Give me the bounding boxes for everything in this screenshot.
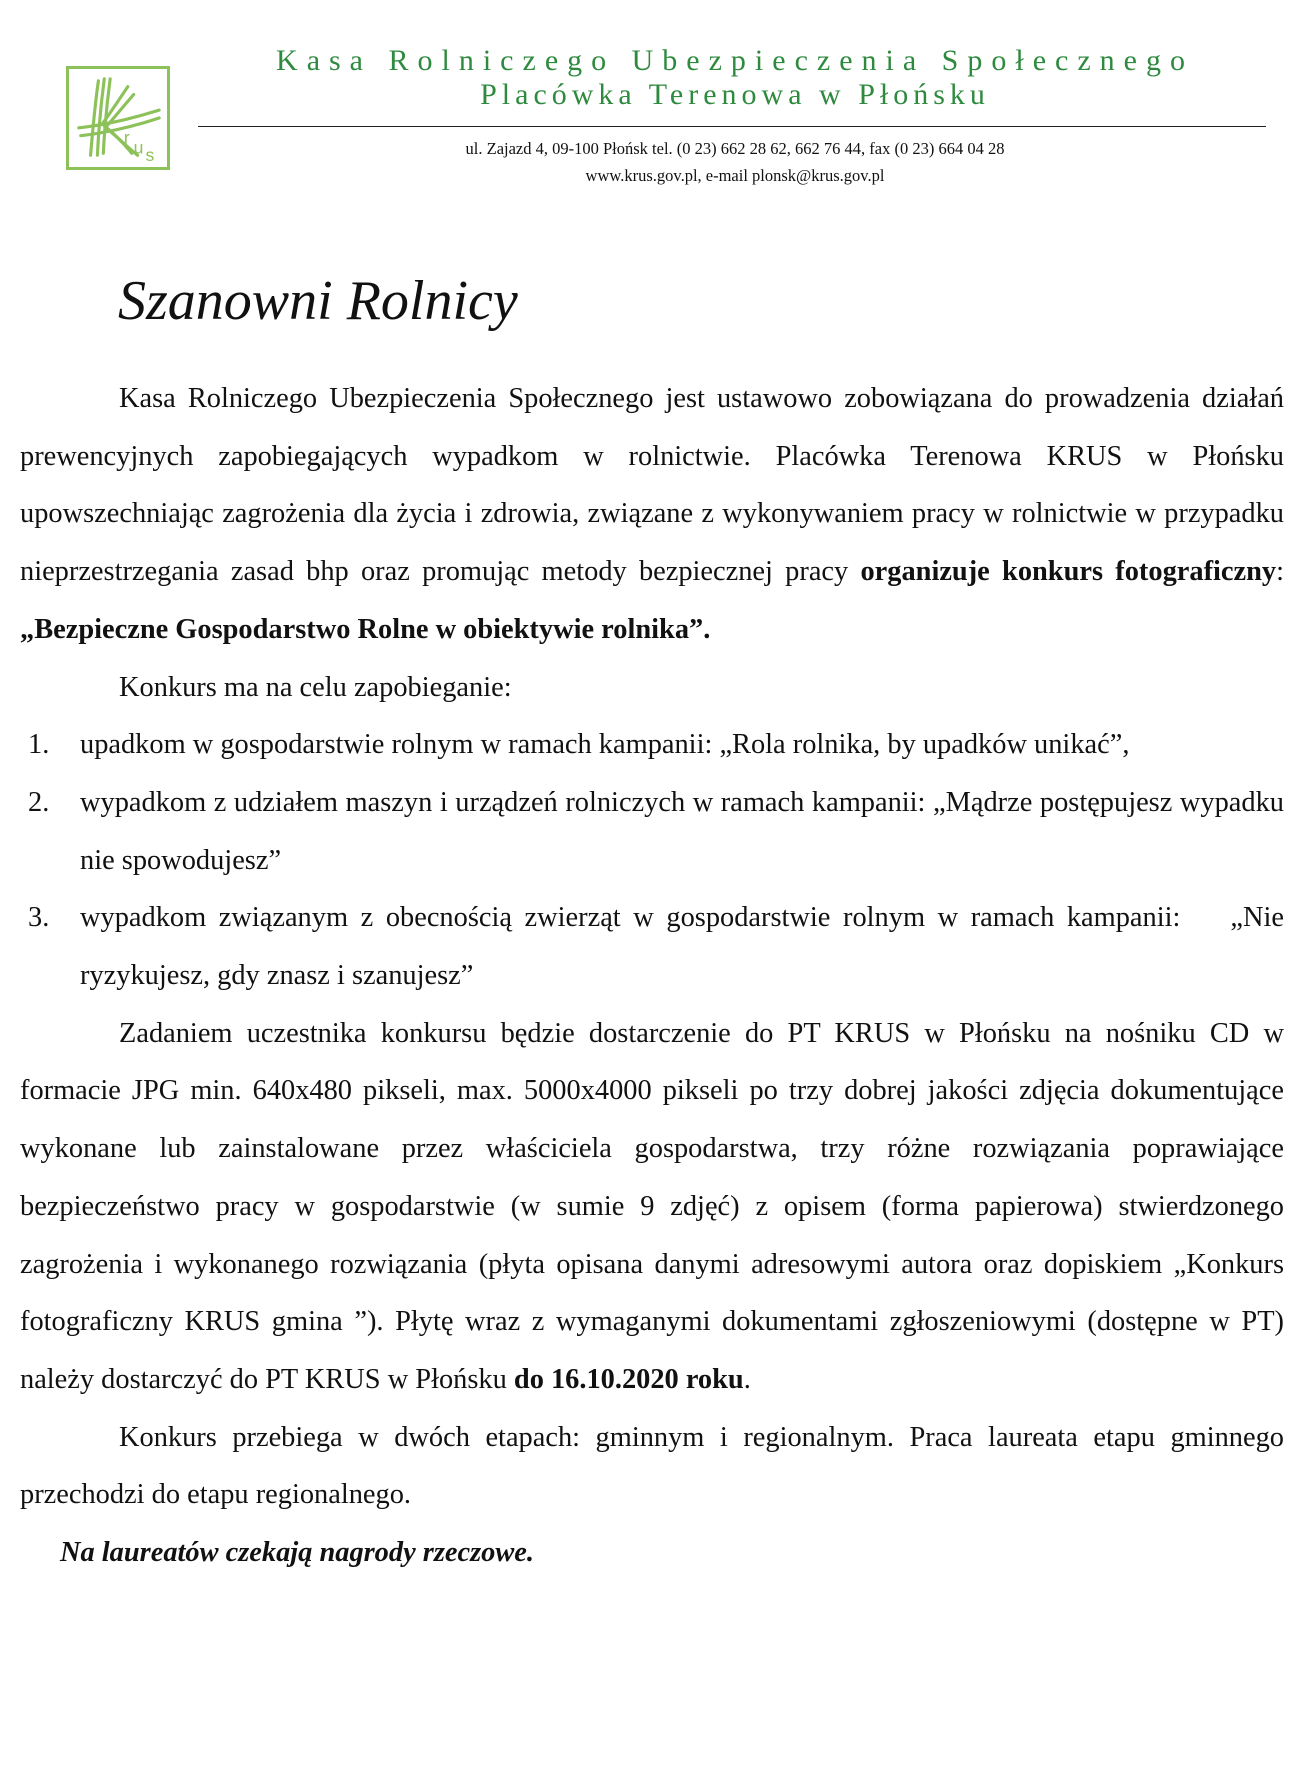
paragraph-goal: Konkurs ma na celu zapobieganie: <box>119 671 512 703</box>
list-number: 3. <box>28 902 50 934</box>
list-text: wypadkom związanym z obecnością zwierząt w gospodarstwie rolnym w ramach kampanii: <box>80 902 1181 934</box>
list-text-campaign: „Nie ryzykujesz, gdy znasz i szanujesz” <box>80 902 1284 992</box>
svg-text:u: u <box>133 137 144 158</box>
paragraph-intro <box>20 370 1284 659</box>
header-divider <box>198 126 1266 127</box>
list-item <box>20 889 1284 1004</box>
contact-info <box>200 135 1270 189</box>
greeting-heading: Szanowni Rolnicy <box>118 270 518 332</box>
intro-bold-a: organizuje konkurs fotograficzny <box>860 556 1277 588</box>
closing-line: Na laureatów czekają nagrody rzeczowe. <box>60 1537 534 1569</box>
org-name-line2: Placówka Terenowa w Płońsku <box>480 78 990 111</box>
web-email-line: www.krus.gov.pl, e-mail plonsk@krus.gov.pl <box>585 166 885 185</box>
list-text: wypadkom z udziałem maszyn i urządzeń rolniczych w ramach kampanii: „Mądrze postępujesz wypadku nie spowodujesz” <box>80 786 1284 876</box>
intro-text-b: : <box>1276 556 1284 588</box>
goal-list <box>20 716 1284 1005</box>
list-number: 2. <box>28 786 50 818</box>
deadline: do 16.10.2020 roku <box>513 1363 744 1395</box>
list-item <box>20 774 1284 889</box>
krus-logo <box>66 66 170 170</box>
contest-title: „Bezpieczne Gospodarstwo Rolne w obiektywie rolnika”. <box>20 613 711 645</box>
paragraph-stages: Konkurs przebiega w dwóch etapach: gminnym i regionalnym. Praca laureata etapu gminnego przechodzi do etapu regionalnego. <box>20 1421 1284 1511</box>
list-item <box>20 716 1284 774</box>
list-number: 1. <box>28 729 50 761</box>
letter-body <box>20 370 1284 1582</box>
task-text: Zadaniem uczestnika konkursu będzie dostarczenie do PT KRUS w Płońsku na nośniku CD w formacie JPG min. 640x480 pikseli, max. 5000x4000 pikseli po trzy dobrej jakości zdjęcia dokumentujące wykonane lub zainstalowane przez właściciela gospodarstwa, trzy różne rozwiązania poprawiające bezpieczeństwo pracy w gospodarstwie (w sumie 9 zdjęć) z opisem (forma papierowa) stwierdzonego zagrożenia i wykonanego rozwiązania (płyta opisana danymi adresowymi autora oraz dopiskiem „Konkurs fotograficzny KRUS gmina ”). Płytę wraz z wymaganymi dokumentami zgłoszeniowymi (dostępne w PT) należy dostarczyć do PT KRUS w Płońsku <box>20 1017 1284 1395</box>
paragraph-task <box>20 1005 1284 1409</box>
svg-text:r: r <box>123 127 130 148</box>
krus-logo-icon <box>69 69 167 167</box>
org-name-line1: Kasa Rolniczego Ubezpieczenia Społecznego <box>276 44 1194 77</box>
svg-text:s: s <box>145 145 155 166</box>
address-line: ul. Zajazd 4, 09-100 Płońsk tel. (0 23) 662 28 62, 662 76 44, fax (0 23) 664 04 28 <box>465 139 1005 158</box>
list-text: upadkom w gospodarstwie rolnym w ramach kampanii: „Rola rolnika, by upadków unikać”, <box>80 729 1130 761</box>
intro-text-a: Kasa Rolniczego Ubezpieczenia Społecznego jest ustawowo zobowiązana do prowadzenia działań prewencyjnych zapobiegających wypadkom w rolnictwie. Placówka Terenowa KRUS w Płońsku upowszechniając zagrożenia dla życia i zdrowia, związane z wykonywaniem pracy w rolnictwie w przypadku nieprzestrzegania zasad bhp oraz promując metody bezpiecznej pracy <box>20 383 1284 588</box>
organization-name <box>200 44 1270 112</box>
task-end: . <box>743 1363 751 1395</box>
